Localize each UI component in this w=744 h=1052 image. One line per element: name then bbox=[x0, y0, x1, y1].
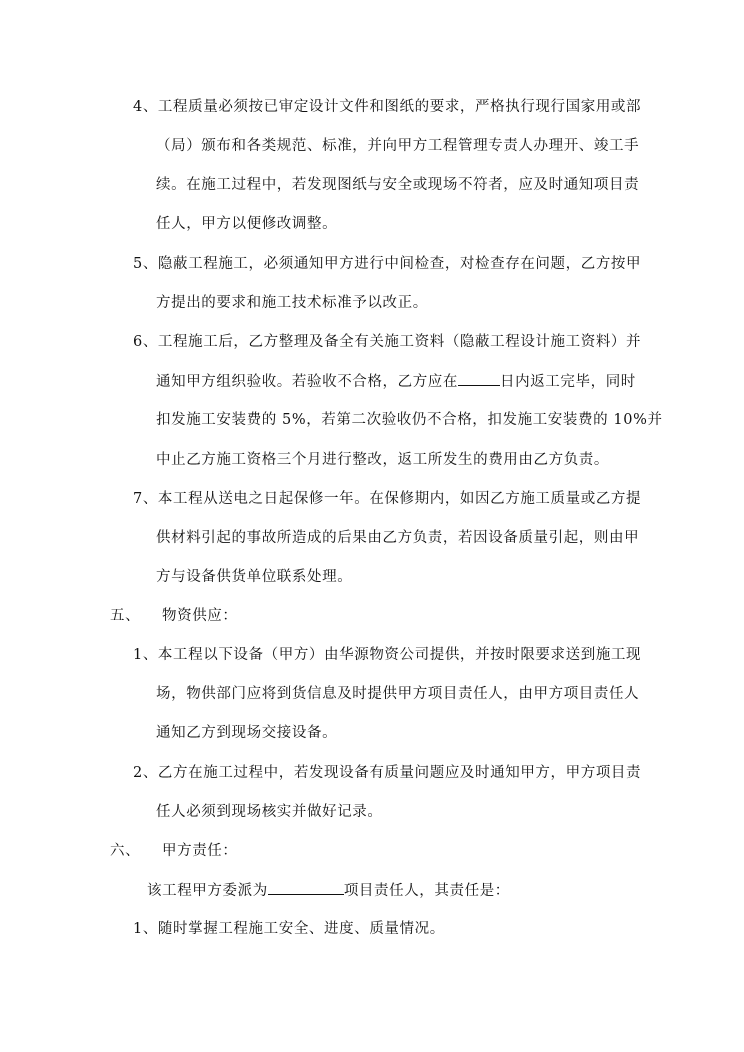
item-4-line-2: （局）颁布和各类规范、标准，并向甲方工程管理专责人办理开、竣工手 bbox=[156, 138, 640, 154]
section-5-item-1-line-1: 1、本工程以下设备（甲方）由华源物资公司提供，并按时限要求送到施工现 bbox=[133, 647, 642, 663]
section-5-item-2-line-2: 任人必须到现场核实并做好记录。 bbox=[156, 804, 383, 820]
section-5-item-1-line-2: 场，物供部门应将到货信息及时提供甲方项目责任人，由甲方项目责任人 bbox=[156, 686, 640, 702]
item-7-line-3: 方与设备供货单位联系处理。 bbox=[156, 569, 353, 585]
item-4-line-3: 续。在施工过程中，若发现图纸与安全或现场不符者，应及时通知项目责 bbox=[156, 177, 640, 193]
days-blank bbox=[458, 371, 500, 386]
item-6-line-2-end: 日内返工完毕，同时 bbox=[500, 374, 636, 390]
section-6-title: 甲方责任： bbox=[162, 843, 238, 859]
section-6-intro-end: 项目责任人，其责任是： bbox=[343, 883, 510, 899]
item-6-line-3: 扣发施工安装费的 5%，若第二次验收仍不合格，扣发施工安装费的 10%并 bbox=[156, 412, 663, 428]
section-5-title: 物资供应： bbox=[162, 608, 238, 624]
section-5-number: 五、 bbox=[110, 608, 141, 624]
item-7-line-2: 供材料引起的事故所造成的后果由乙方负责，若因设备质量引起，则由甲 bbox=[156, 530, 640, 546]
item-5-line-2: 方提出的要求和施工技术标准予以改正。 bbox=[156, 295, 428, 311]
item-4-line-1: 4、工程质量必须按已审定设计文件和图纸的要求，严格执行现行国家用或部 bbox=[133, 99, 642, 115]
section-6-number: 六、 bbox=[110, 843, 141, 859]
section-5-item-2-line-1: 2、乙方在施工过程中，若发现设备有质量问题应及时通知甲方，甲方项目责 bbox=[133, 765, 642, 781]
item-6-line-2 bbox=[156, 371, 636, 392]
item-7-line-1: 7、本工程从送电之日起保修一年。在保修期内，如因乙方施工质量或乙方提 bbox=[133, 491, 642, 507]
section-6-intro-start: 该工程甲方委派为 bbox=[147, 883, 268, 899]
section-6-item-1: 1、随时掌握工程施工安全、进度、质量情况。 bbox=[133, 921, 445, 937]
section-6-intro bbox=[147, 880, 510, 901]
item-6-line-2-start: 通知甲方组织验收。若验收不合格，乙方应在 bbox=[156, 374, 458, 390]
item-5-line-1: 5、隐蔽工程施工，必须通知甲方进行中间检查，对检查存在问题，乙方按甲 bbox=[133, 256, 642, 272]
section-5-item-1-line-3: 通知乙方到现场交接设备。 bbox=[156, 725, 338, 741]
item-4-line-4: 任人，甲方以便修改调整。 bbox=[156, 216, 338, 232]
item-6-line-1: 6、工程施工后，乙方整理及备全有关施工资料（隐蔽工程设计施工资料）并 bbox=[133, 334, 642, 350]
item-6-line-4: 中止乙方施工资格三个月进行整改，返工所发生的费用由乙方负责。 bbox=[156, 452, 609, 468]
responsible-person-blank bbox=[268, 880, 344, 895]
